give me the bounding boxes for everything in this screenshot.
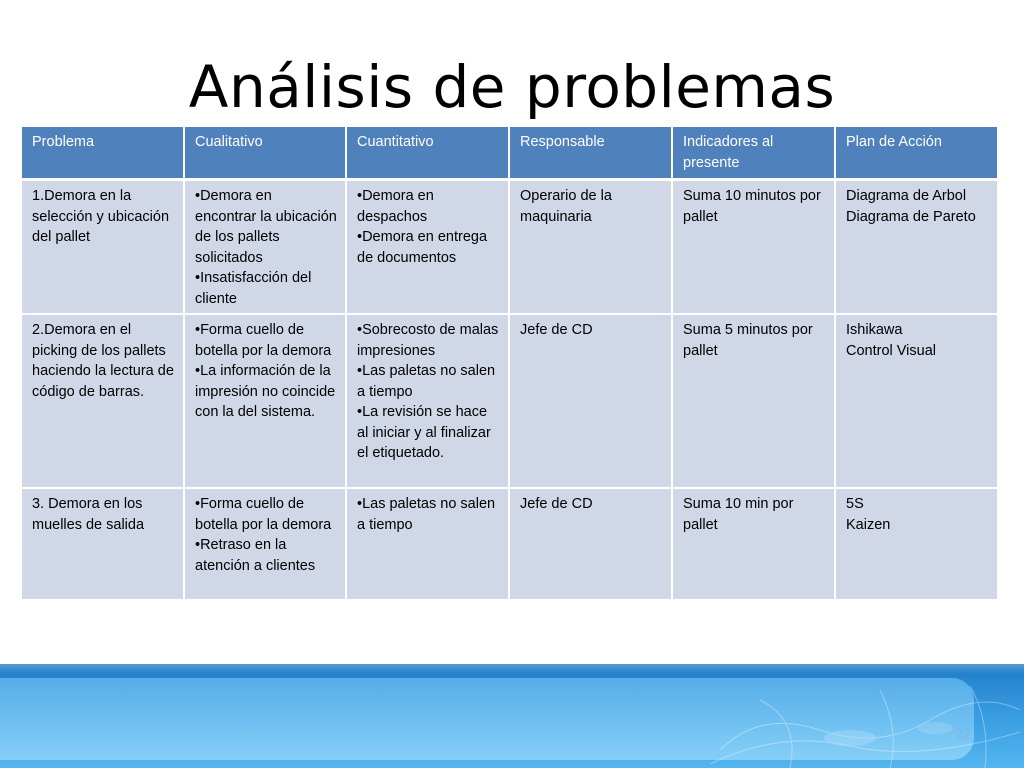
cell-line: •Forma cuello de botella por la demora [195, 496, 332, 533]
cell-line: •Las paletas no salen a tiempo [357, 496, 496, 533]
cell-cuantitativo [346, 180, 509, 315]
cell-line: Kaizen [846, 516, 891, 533]
cell-cualitativo [184, 314, 346, 488]
cell-line: Diagrama de Arbol [846, 188, 967, 204]
slide-number: 22 [955, 726, 970, 741]
cell-line: Ishikawa [846, 322, 903, 338]
cell-cualitativo [184, 488, 346, 600]
header-indicadores: Indicadores al presente [672, 126, 835, 180]
cell-line: 5S [846, 496, 864, 512]
table-header-row [21, 126, 998, 180]
cell-problema: 2.Demora en el picking de los pallets haciendo la lectura de código de barras. [21, 314, 184, 488]
cell-problema: 1.Demora en la selección y ubicación del pallet [21, 180, 184, 315]
globe-decoration-icon [700, 680, 1024, 768]
table-row [21, 180, 998, 315]
cell-line: •Las paletas no salen a tiempo [357, 363, 496, 400]
header-problema: Problema [21, 126, 184, 180]
cell-line: Diagrama de Pareto [846, 208, 976, 225]
header-plan: Plan de Acción [835, 126, 998, 180]
cell-plan [835, 488, 998, 600]
cell-cuantitativo [346, 488, 509, 600]
slide-title: Análisis de problemas [188, 53, 836, 121]
cell-line: •Insatisfacción del cliente [195, 270, 312, 307]
cell-indicadores: Suma 10 min por pallet [672, 488, 835, 600]
cell-indicadores: Suma 10 minutos por pallet [672, 180, 835, 315]
table-row [21, 488, 998, 600]
cell-plan [835, 180, 998, 315]
cell-responsable: Jefe de CD [509, 488, 672, 600]
cell-line: Control Visual [846, 342, 937, 359]
cell-responsable: Operario de la maquinaria [509, 180, 672, 315]
cell-line: •La revisión se hace al iniciar y al finalizar el etiquetado. [357, 404, 491, 461]
cell-line: •La información de la impresión no coincide con la del sistema. [195, 363, 336, 420]
header-responsable: Responsable [509, 126, 672, 180]
cell-plan [835, 314, 998, 488]
cell-line: •Demora en entrega de documentos [357, 229, 488, 266]
cell-cualitativo [184, 180, 346, 315]
cell-line: •Retraso en la atención a clientes [195, 537, 316, 574]
table-row [21, 314, 998, 488]
cell-line: •Demora en encontrar la ubicación de los pallets solicitados [195, 188, 337, 266]
problems-table [20, 125, 999, 601]
cell-problema: 3. Demora en los muelles de salida [21, 488, 184, 600]
cell-line: •Demora en despachos [357, 188, 434, 225]
cell-indicadores: Suma 5 minutos por pallet [672, 314, 835, 488]
header-cualitativo: Cualitativo [184, 126, 346, 180]
cell-line: •Sobrecosto de malas impresiones [357, 322, 499, 359]
cell-cuantitativo [346, 314, 509, 488]
cell-line: •Forma cuello de botella por la demora [195, 322, 332, 359]
footer-gloss [0, 664, 1024, 674]
cell-responsable: Jefe de CD [509, 314, 672, 488]
header-cuantitativo: Cuantitativo [346, 126, 509, 180]
